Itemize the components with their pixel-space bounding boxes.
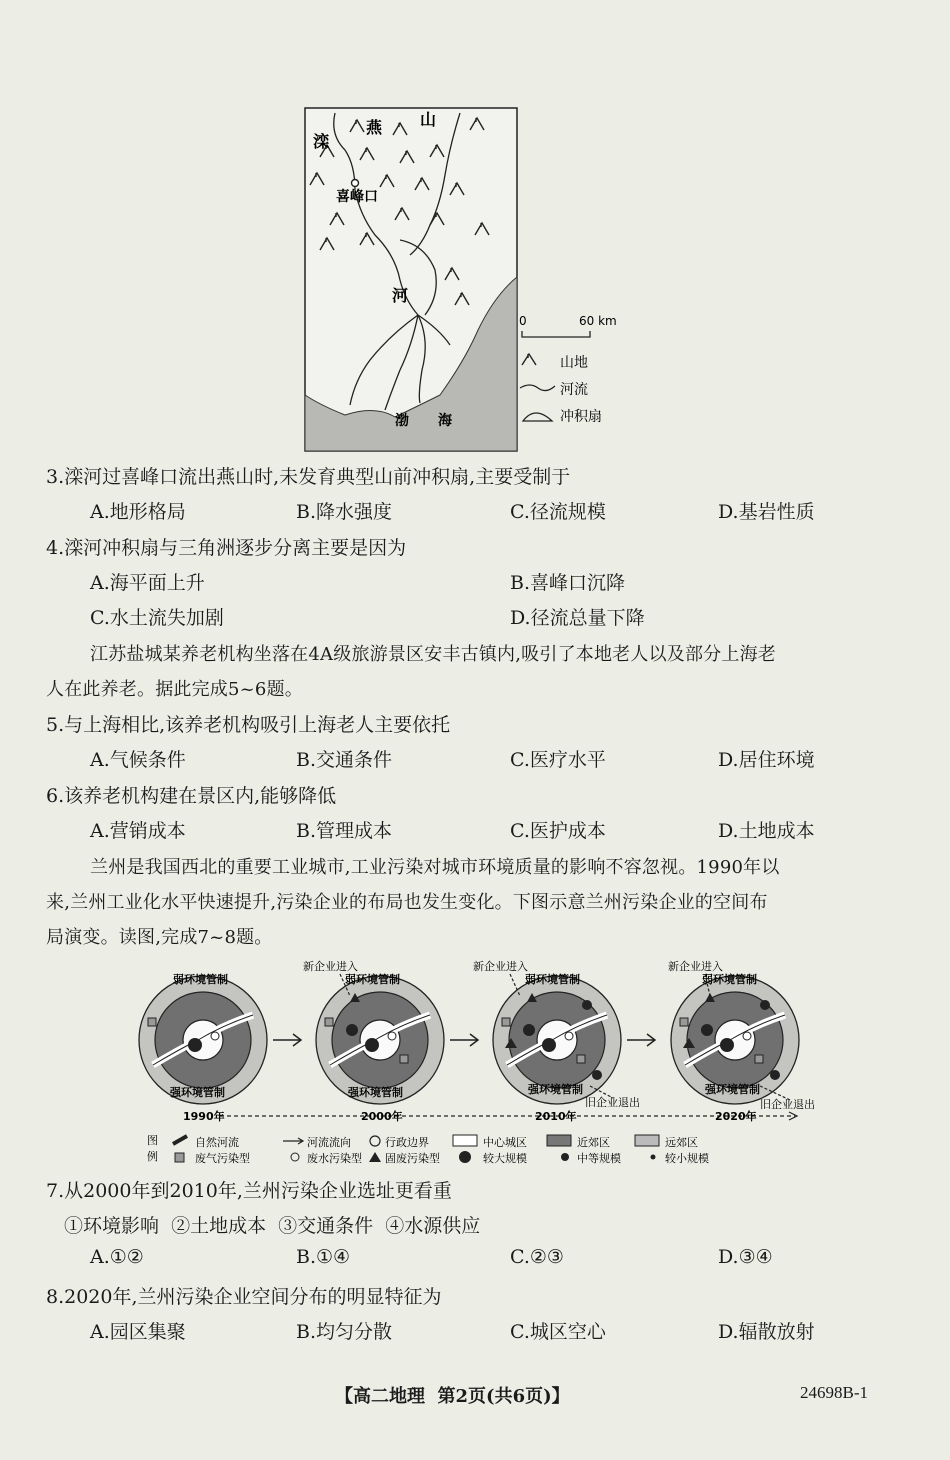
label-new-2000: 新企业进入 <box>303 960 358 973</box>
gas-enterprise-dot <box>148 1018 156 1026</box>
year-1990: 1990年 <box>183 1110 225 1123</box>
page-footer: 【高二地理 第2页(共6页)】 <box>335 1386 570 1407</box>
label-strong-1990: 强环境管制 <box>170 1086 225 1099</box>
legend-small: 较小规模 <box>665 1152 709 1165</box>
legend-water: 废水污染型 <box>307 1152 362 1165</box>
legend-mountain: 山地 <box>560 355 588 371</box>
large-enterprise-dot <box>188 1038 202 1052</box>
year-2010: 2010年 <box>535 1110 577 1123</box>
map-label-shan: 山 <box>420 110 437 129</box>
water-enterprise-dot <box>565 1032 573 1040</box>
legend-head-2: 例 <box>147 1150 158 1163</box>
q5-option-a: A.气候条件 <box>90 749 186 771</box>
medium-enterprise-dot <box>760 1000 770 1010</box>
flow-direction-icon <box>283 1138 303 1144</box>
inner-suburb-icon <box>547 1135 571 1146</box>
legend-inner-suburb: 近郊区 <box>577 1136 610 1149</box>
scale-km: 60 km <box>579 314 617 328</box>
large-enterprise-dot <box>365 1038 379 1052</box>
year-2000: 2000年 <box>361 1110 403 1123</box>
legend-alluvial-fan: 冲积扇 <box>560 409 602 425</box>
q3-stem: 3.滦河过喜峰口流出燕山时,未发育典型山前冲积扇,主要受制于 <box>46 466 571 488</box>
gas-enterprise-dot <box>577 1055 585 1063</box>
q4-stem: 4.滦河冲积扇与三角洲逐步分离主要是因为 <box>46 537 407 559</box>
label-weak-1990: 弱环境管制 <box>173 973 228 986</box>
legend-center-city: 中心城区 <box>483 1136 527 1149</box>
q3-option-b: B.降水强度 <box>296 501 393 523</box>
large-scale-icon <box>459 1151 471 1163</box>
map-label-luan: 滦 <box>313 132 330 151</box>
alluvial-fan-legend-icon <box>523 413 552 421</box>
q7-option-c: C.②③ <box>510 1246 564 1268</box>
q6-option-c: C.医护成本 <box>510 820 606 842</box>
q8-option-a: A.园区集聚 <box>90 1321 186 1343</box>
q5-option-b: B.交通条件 <box>296 749 393 771</box>
label-weak-2010: 弱环境管制 <box>525 973 580 986</box>
q3-option-a: A.地形格局 <box>90 501 186 523</box>
map-label-xifengkou: 喜峰口 <box>336 189 378 205</box>
q4-option-c: C.水土流失加剧 <box>90 607 224 629</box>
legend-flow-direction: 河流流向 <box>307 1136 351 1149</box>
legend-river: 河流 <box>560 382 588 398</box>
q4-option-a: A.海平面上升 <box>90 572 205 594</box>
q5-option-d: D.居住环境 <box>718 749 815 771</box>
passage1-line2: 人在此养老。据此完成5~6题。 <box>46 679 303 700</box>
q8-option-b: B.均匀分散 <box>296 1321 393 1343</box>
q8-option-d: D.辐散放射 <box>718 1321 815 1343</box>
legend-solid-waste: 固废污染型 <box>385 1152 440 1165</box>
legend-medium: 中等规模 <box>577 1152 621 1165</box>
scale-zero: 0 <box>519 314 527 328</box>
exam-code: 24698B-1 <box>800 1383 868 1402</box>
gas-enterprise-dot <box>400 1055 408 1063</box>
q4-option-d: D.径流总量下降 <box>510 607 645 629</box>
gas-enterprise-dot <box>502 1018 510 1026</box>
natural-river-icon <box>173 1136 187 1144</box>
legend-admin-boundary: 行政边界 <box>385 1136 429 1149</box>
gas-enterprise-dot <box>680 1018 688 1026</box>
q5-option-c: C.医疗水平 <box>510 749 606 771</box>
q6-option-a: A.营销成本 <box>90 820 186 842</box>
legend-natural-river: 自然河流 <box>195 1136 239 1149</box>
q7-stem: 7.从2000年到2010年,兰州污染企业选址更看重 <box>46 1180 452 1202</box>
label-strong-2000: 强环境管制 <box>348 1086 403 1099</box>
lanzhou-enterprise-diagram <box>135 958 855 1168</box>
year-2020: 2020年 <box>715 1110 757 1123</box>
label-exit-2020: 旧企业退出 <box>760 1098 815 1111</box>
water-pollution-icon <box>291 1153 299 1161</box>
label-weak-2020: 弱环境管制 <box>702 973 757 986</box>
label-weak-2000: 弱环境管制 <box>345 973 400 986</box>
q8-option-c: C.城区空心 <box>510 1321 606 1343</box>
gas-enterprise-dot <box>755 1055 763 1063</box>
medium-enterprise-dot <box>582 1000 592 1010</box>
passage2-line1: 兰州是我国西北的重要工业城市,工业污染对城市环境质量的影响不容忽视。1990年以 <box>90 857 780 878</box>
medium-enterprise-dot <box>592 1070 602 1080</box>
map-label-he: 河 <box>392 286 409 305</box>
q6-option-b: B.管理成本 <box>296 820 393 842</box>
luan-river-map <box>300 105 630 455</box>
mountain-legend-icon <box>522 354 536 365</box>
map-label-bohai-1: 渤 <box>395 413 409 429</box>
gas-pollution-icon <box>175 1153 184 1162</box>
passage2-line3: 局演变。读图,完成7~8题。 <box>46 927 273 948</box>
diagram-legend <box>147 1134 709 1165</box>
q6-stem: 6.该养老机构建在景区内,能够降低 <box>46 785 337 807</box>
q3-option-d: D.基岩性质 <box>718 501 815 523</box>
small-scale-icon <box>651 1155 656 1160</box>
q4-option-b: B.喜峰口沉降 <box>510 572 626 594</box>
water-enterprise-dot <box>211 1032 219 1040</box>
outer-suburb-icon <box>635 1135 659 1146</box>
q3-option-c: C.径流规模 <box>510 501 606 523</box>
large-enterprise-dot <box>523 1024 535 1036</box>
passage2-line2: 来,兰州工业化水平快速提升,污染企业的布局也发生变化。下图示意兰州污染企业的空间布 <box>46 892 768 913</box>
q7-option-b: B.①④ <box>296 1246 351 1268</box>
map-label-bohai-2: 海 <box>438 413 452 429</box>
label-new-2010: 新企业进入 <box>473 960 528 973</box>
large-enterprise-dot <box>701 1024 713 1036</box>
map-label-yan: 燕 <box>366 118 383 137</box>
q8-stem: 8.2020年,兰州污染企业空间分布的明显特征为 <box>46 1286 442 1308</box>
q6-option-d: D.土地成本 <box>718 820 815 842</box>
label-strong-2010: 强环境管制 <box>528 1083 583 1096</box>
q7-items: ①环境影响 ②土地成本 ③交通条件 ④水源供应 <box>64 1215 481 1237</box>
legend-large: 较大规模 <box>483 1152 527 1165</box>
timeline <box>183 1109 797 1123</box>
large-enterprise-dot <box>346 1024 358 1036</box>
admin-boundary-icon <box>370 1136 380 1146</box>
medium-scale-icon <box>561 1153 569 1161</box>
q5-stem: 5.与上海相比,该养老机构吸引上海老人主要依托 <box>46 714 451 736</box>
medium-enterprise-dot <box>770 1070 780 1080</box>
legend-gas: 废气污染型 <box>195 1152 250 1165</box>
large-enterprise-dot <box>542 1038 556 1052</box>
water-enterprise-dot <box>743 1032 751 1040</box>
q7-option-a: A.①② <box>90 1246 144 1268</box>
gas-enterprise-dot <box>325 1018 333 1026</box>
large-enterprise-dot <box>720 1038 734 1052</box>
label-new-2020: 新企业进入 <box>668 960 723 973</box>
scale-bar <box>519 314 617 337</box>
label-strong-2020: 强环境管制 <box>705 1083 760 1096</box>
solid-waste-icon <box>369 1152 381 1162</box>
legend-head-1: 图 <box>147 1134 158 1147</box>
water-enterprise-dot <box>388 1032 396 1040</box>
passage1-line1: 江苏盐城某养老机构坐落在4A级旅游景区安丰古镇内,吸引了本地老人以及部分上海老 <box>90 644 776 665</box>
label-exit-2010: 旧企业退出 <box>585 1096 640 1109</box>
river-legend-icon <box>520 385 555 391</box>
legend-outer-suburb: 远郊区 <box>665 1136 698 1149</box>
map-legend <box>520 354 602 425</box>
q7-option-d: D.③④ <box>718 1246 773 1268</box>
center-city-icon <box>453 1135 477 1146</box>
